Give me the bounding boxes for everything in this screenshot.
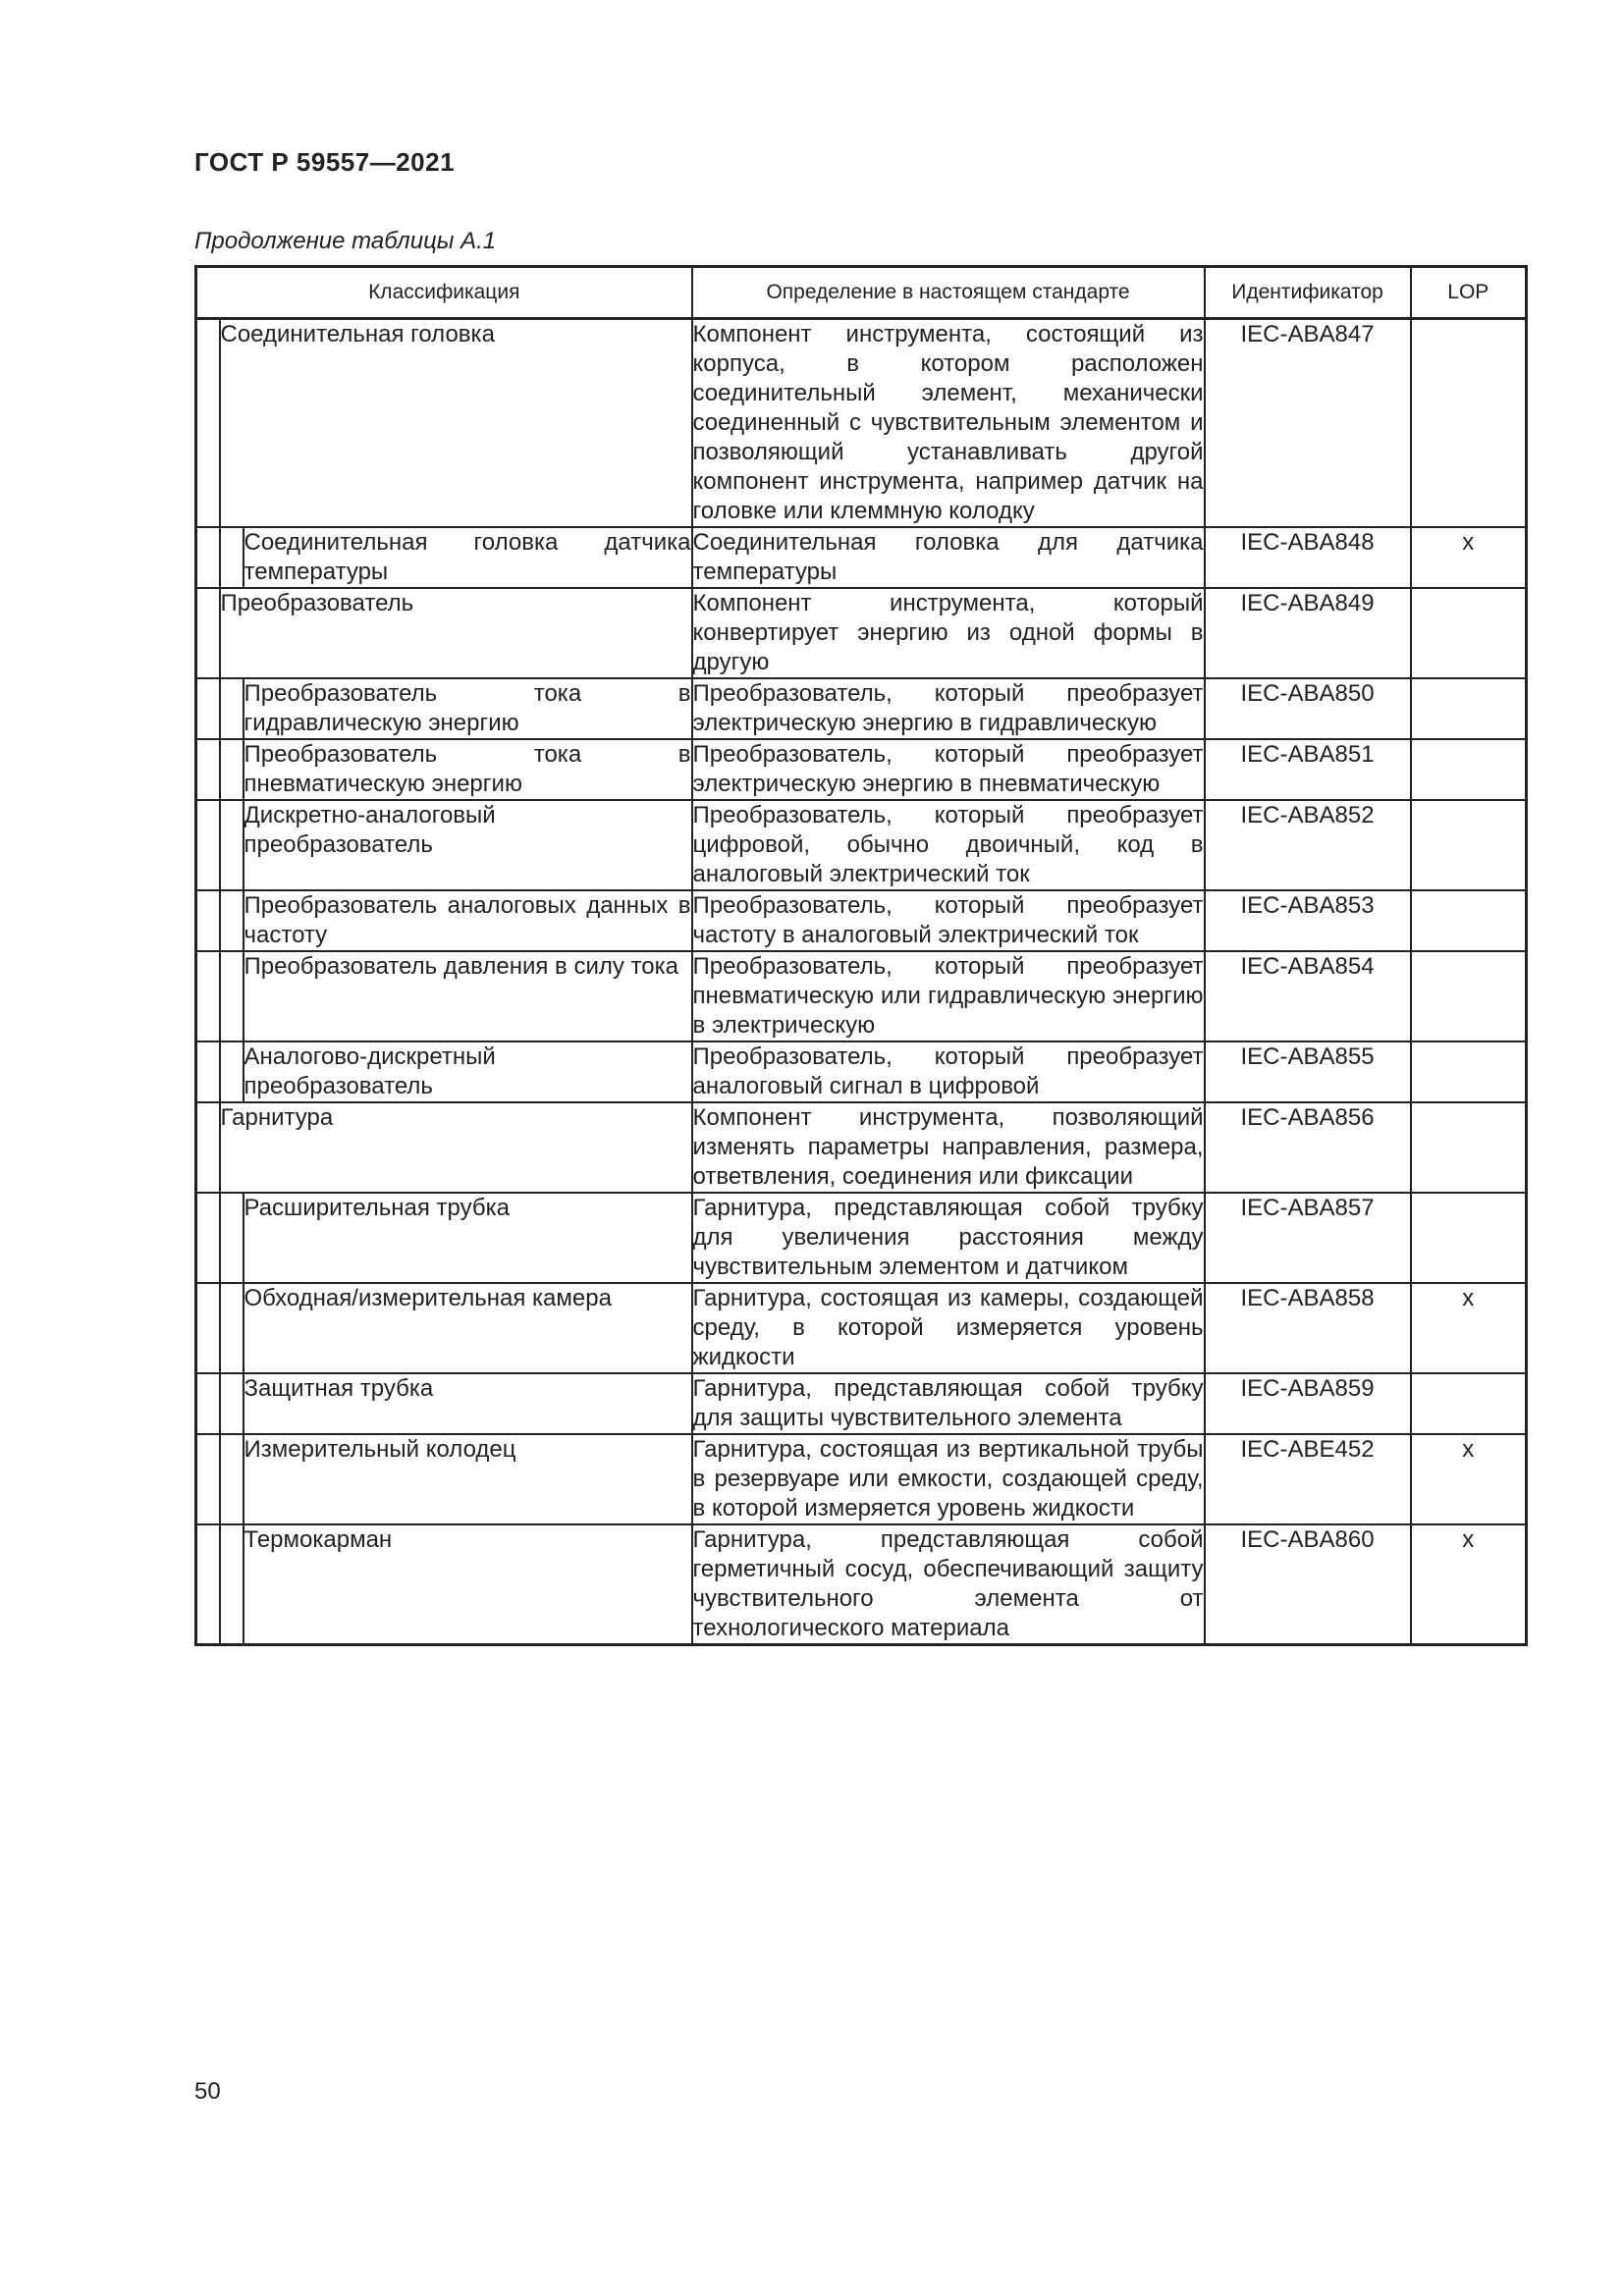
definition-text: Соединительная головка для датчика температуры (692, 529, 1204, 585)
classification-name: Преобразователь тока в гидравлическую энергию (244, 680, 691, 736)
classification-name-cell (244, 1373, 692, 1434)
definition-text: Компонент инструмента, который конвертирует энергию из одной формы в другую (692, 590, 1204, 675)
identifier-cell: IEC-ABA851 (1205, 739, 1411, 800)
definition-text: Преобразователь, который преобразует цифровой, обычно двоичный, код в аналоговый электрический ток (692, 802, 1204, 887)
table-caption: Продолжение таблицы А.1 (194, 228, 497, 254)
classification-name-cell (244, 1283, 692, 1373)
classification-name: Дискретно-аналоговый преобразователь (244, 802, 496, 858)
hierarchy-indent-cell (220, 527, 244, 588)
identifier-cell: IEC-ABA849 (1205, 588, 1411, 678)
definition-text: Гарнитура, состоящая из вертикальной трубы в резервуаре или емкости, создающей среду, в которой измеряется уровень жидкости (692, 1436, 1204, 1522)
identifier-cell: IEC-ABA860 (1205, 1524, 1411, 1645)
lop-cell (1411, 1041, 1527, 1102)
classification-name-cell (244, 1524, 692, 1645)
definition-text: Гарнитура, представляющая собой трубку для защиты чувствительного элемента (692, 1375, 1204, 1431)
identifier-cell: IEC-ABA854 (1205, 951, 1411, 1041)
lop-cell: x (1411, 1434, 1527, 1524)
hierarchy-indent-cell (220, 1524, 244, 1645)
hierarchy-indent-cell (196, 1283, 220, 1373)
hierarchy-indent-cell (196, 739, 220, 800)
hierarchy-indent-cell (196, 890, 220, 951)
definition-text: Гарнитура, представляющая собой герметичный сосуд, обеспечивающий защиту чувствительного элемента от технологического материала (692, 1526, 1204, 1641)
definition-cell (692, 1193, 1205, 1283)
classification-name-cell (220, 588, 692, 678)
classification-name-cell (244, 527, 692, 588)
hierarchy-indent-cell (220, 1041, 244, 1102)
lop-cell (1411, 739, 1527, 800)
lop-cell (1411, 1102, 1527, 1193)
classification-name: Аналогово-дискретный преобразователь (244, 1043, 496, 1099)
classification-name-cell (244, 739, 692, 800)
table-row (196, 527, 1527, 588)
column-header-classification: Классификация (196, 267, 692, 319)
table-row (196, 1193, 1527, 1283)
definition-text: Гарнитура, представляющая собой трубку для увеличения расстояния между чувствительным элементом и датчиком (692, 1195, 1204, 1280)
table-row (196, 588, 1527, 678)
lop-cell (1411, 1373, 1527, 1434)
classification-name: Соединительная головка (220, 321, 495, 347)
table-row (196, 1373, 1527, 1434)
definition-cell (692, 527, 1205, 588)
definition-text: Преобразователь, который преобразует электрическую энергию в пневматическую (692, 741, 1204, 797)
definition-cell (692, 1041, 1205, 1102)
classification-name: Защитная трубка (244, 1375, 434, 1402)
lop-cell (1411, 1193, 1527, 1283)
lop-cell: x (1411, 527, 1527, 588)
classification-name-cell (244, 1193, 692, 1283)
hierarchy-indent-cell (220, 678, 244, 739)
hierarchy-indent-cell (220, 1373, 244, 1434)
hierarchy-indent-cell (196, 319, 220, 528)
page-number: 50 (194, 2078, 221, 2105)
hierarchy-indent-cell (196, 1524, 220, 1645)
identifier-cell: IEC-ABA847 (1205, 319, 1411, 528)
lop-cell (1411, 678, 1527, 739)
definition-cell (692, 1434, 1205, 1524)
definition-cell (692, 588, 1205, 678)
classification-name: Расширительная трубка (244, 1195, 510, 1221)
lop-cell (1411, 319, 1527, 528)
definition-text: Преобразователь, который преобразует электрическую энергию в гидравлическую (692, 680, 1204, 736)
identifier-cell: IEC-ABA856 (1205, 1102, 1411, 1193)
table-row (196, 800, 1527, 890)
classification-name-cell (244, 951, 692, 1041)
classification-name-cell (244, 1041, 692, 1102)
identifier-cell: IEC-ABA848 (1205, 527, 1411, 588)
identifier-cell: IEC-ABA852 (1205, 800, 1411, 890)
classification-name: Преобразователь (220, 590, 414, 616)
hierarchy-indent-cell (220, 890, 244, 951)
hierarchy-indent-cell (196, 1434, 220, 1524)
definition-text: Преобразователь, который преобразует аналоговый сигнал в цифровой (692, 1043, 1204, 1099)
definition-cell (692, 951, 1205, 1041)
column-header-identifier: Идентификатор (1205, 267, 1411, 319)
table-row (196, 1434, 1527, 1524)
hierarchy-indent-cell (220, 800, 244, 890)
table-row (196, 1041, 1527, 1102)
table-row (196, 951, 1527, 1041)
table-row (196, 678, 1527, 739)
hierarchy-indent-cell (220, 1193, 244, 1283)
classification-name-cell (244, 678, 692, 739)
table-row (196, 890, 1527, 951)
table-row (196, 1102, 1527, 1193)
document-code: ГОСТ Р 59557—2021 (194, 147, 456, 177)
classification-name: Преобразователь аналоговых данных в частоту (244, 892, 691, 948)
identifier-cell: IEC-ABA850 (1205, 678, 1411, 739)
column-header-definition: Определение в настоящем стандарте (692, 267, 1205, 319)
lop-cell (1411, 800, 1527, 890)
identifier-cell: IEC-ABA855 (1205, 1041, 1411, 1102)
lop-cell (1411, 951, 1527, 1041)
classification-name: Соединительная головка датчика температуры (244, 529, 691, 585)
hierarchy-indent-cell (196, 951, 220, 1041)
hierarchy-indent-cell (220, 951, 244, 1041)
table-header-row (196, 267, 1527, 319)
hierarchy-indent-cell (196, 1041, 220, 1102)
classification-table (194, 265, 1528, 1646)
lop-cell (1411, 890, 1527, 951)
definition-text: Преобразователь, который преобразует частоту в аналоговый электрический ток (692, 892, 1204, 948)
definition-cell (692, 739, 1205, 800)
classification-name-cell (244, 890, 692, 951)
classification-name: Гарнитура (220, 1104, 334, 1131)
table-row (196, 739, 1527, 800)
definition-text: Гарнитура, состоящая из камеры, создающей среду, в которой измеряется уровень жидкости (692, 1285, 1204, 1370)
classification-name: Обходная/измерительная камера (244, 1285, 612, 1311)
hierarchy-indent-cell (196, 1373, 220, 1434)
definition-cell (692, 890, 1205, 951)
table-row (196, 319, 1527, 528)
hierarchy-indent-cell (196, 1193, 220, 1283)
classification-name-cell (220, 1102, 692, 1193)
identifier-cell: IEC-ABA858 (1205, 1283, 1411, 1373)
definition-cell (692, 1524, 1205, 1645)
definition-cell (692, 678, 1205, 739)
definition-text: Компонент инструмента, состоящий из корпуса, в котором расположен соединительный элемент, механически соединенный с чувствительным элементом и позволяющий устанавливать другой компонент инструмента, например датчик на головке или клеммную колодку (692, 321, 1204, 524)
hierarchy-indent-cell (196, 527, 220, 588)
identifier-cell: IEC-ABA859 (1205, 1373, 1411, 1434)
table-row (196, 1524, 1527, 1645)
table-row (196, 1283, 1527, 1373)
definition-cell (692, 319, 1205, 528)
hierarchy-indent-cell (220, 1283, 244, 1373)
hierarchy-indent-cell (196, 588, 220, 678)
hierarchy-indent-cell (220, 739, 244, 800)
hierarchy-indent-cell (196, 1102, 220, 1193)
classification-name: Преобразователь давления в силу тока (244, 953, 678, 980)
identifier-cell: IEC-ABA853 (1205, 890, 1411, 951)
definition-cell (692, 1283, 1205, 1373)
classification-name-cell (244, 800, 692, 890)
identifier-cell: IEC-ABA857 (1205, 1193, 1411, 1283)
lop-cell: x (1411, 1524, 1527, 1645)
definition-text: Компонент инструмента, позволяющий изменять параметры направления, размера, ответвления, соединения или фиксации (692, 1104, 1204, 1190)
classification-name-cell (220, 319, 692, 528)
column-header-lop: LOP (1411, 267, 1527, 319)
classification-name: Измерительный колодец (244, 1436, 516, 1463)
classification-name: Преобразователь тока в пневматическую энергию (244, 741, 691, 797)
definition-text: Преобразователь, который преобразует пневматическую или гидравлическую энергию в электрическую (692, 953, 1204, 1039)
classification-name-cell (244, 1434, 692, 1524)
definition-cell (692, 1373, 1205, 1434)
hierarchy-indent-cell (196, 800, 220, 890)
hierarchy-indent-cell (220, 1434, 244, 1524)
hierarchy-indent-cell (196, 678, 220, 739)
identifier-cell: IEC-ABE452 (1205, 1434, 1411, 1524)
definition-cell (692, 800, 1205, 890)
table-body (196, 319, 1527, 1645)
definition-cell (692, 1102, 1205, 1193)
lop-cell (1411, 588, 1527, 678)
lop-cell: x (1411, 1283, 1527, 1373)
classification-name: Термокарман (244, 1526, 393, 1553)
